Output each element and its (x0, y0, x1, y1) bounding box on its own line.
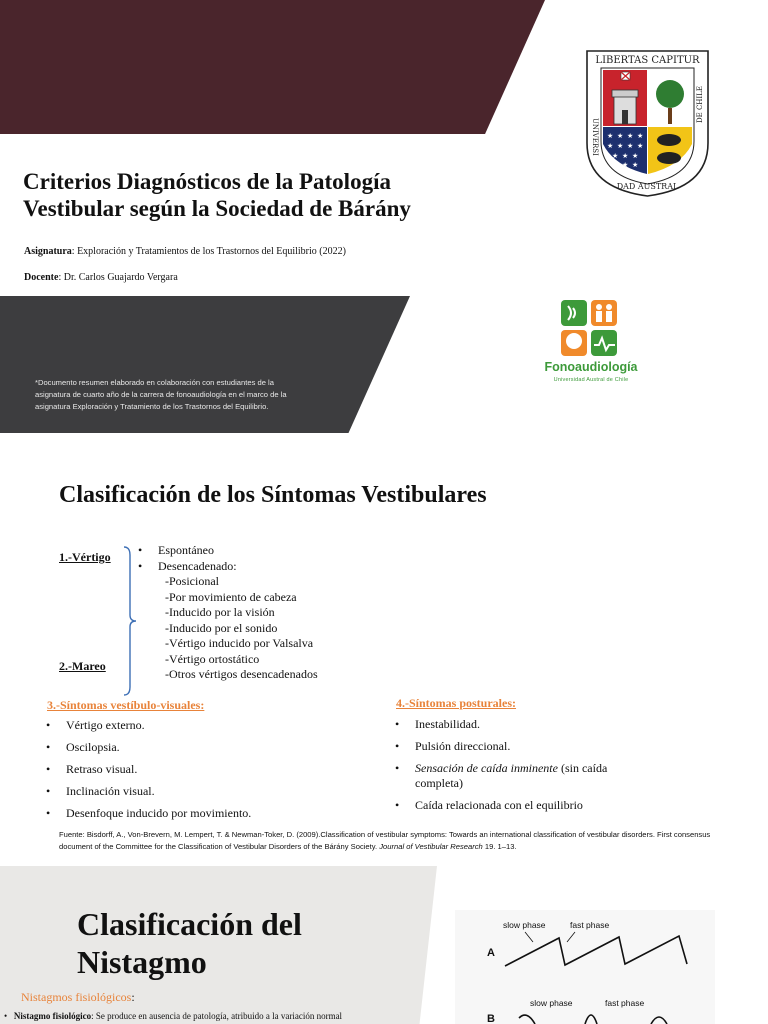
title-line2: Nistagmo (77, 944, 207, 980)
title-line1: Clasificación del (77, 906, 302, 942)
category-vertigo: 1.-Vértigo (59, 550, 111, 564)
citation-pages: 19. 1–13. (482, 842, 517, 851)
asignatura-label: Asignatura (24, 246, 72, 257)
figure-slow-phase-a: slow phase (503, 920, 546, 930)
university-crest-logo (584, 48, 711, 198)
grouping-brace (118, 545, 138, 697)
list-item: • Caída relacionada con el equilibrio (395, 798, 635, 813)
svg-text:DAD AUSTRAL: DAD AUSTRAL (616, 182, 679, 191)
crest-motto: LIBERTAS CAPITUR (595, 55, 700, 66)
section-title-sintomas: Clasificación de los Síntomas Vestibulares (59, 482, 487, 508)
asignatura-line (24, 246, 346, 257)
category-mareo: 2.-Mareo (59, 659, 106, 673)
collaboration-note (35, 377, 335, 413)
bullet-text: : Se produce en ausencia de patología, atribuido a la variación normal (91, 1011, 343, 1021)
svg-text:UNIVERSI: UNIVERSI (591, 118, 599, 156)
fono-logo-name: Fonoaudiología (544, 360, 638, 374)
note-line: asignatura Exploración y Tratamiento de los Trastornos del Equilibrio. (35, 402, 269, 411)
posturales-list (395, 717, 635, 820)
subtitle-fisiologicos (21, 990, 135, 1005)
category-vestibulo-visuales: 3.-Síntomas vestíbulo-visuales: (47, 698, 205, 712)
list-item: • Vértigo externo. (46, 718, 251, 733)
svg-text:★: ★ (632, 152, 639, 160)
list-subitem: -Inducido por la visión (165, 605, 275, 619)
list-item: • Desenfoque inducido por movimiento. (46, 806, 251, 821)
svg-text:★: ★ (622, 152, 629, 160)
svg-text:★: ★ (622, 161, 629, 169)
list-subitem: -Vértigo inducido por Valsalva (165, 636, 314, 650)
nistagmo-bullet: • Nistagmo fisiológico: Se produce en ausencia de patología, atribuido a la variación normal (4, 1011, 343, 1021)
list-item: • Pulsión direccional. (395, 739, 635, 754)
document-title-line2: Vestibular según la Sociedad de Bárány (23, 196, 411, 221)
source-citation (59, 829, 719, 853)
figure-fast-phase-b: fast phase (605, 998, 645, 1008)
italic-term: Sensación de caída inminente (415, 761, 558, 775)
vestibulo-visual-list (46, 718, 251, 828)
svg-text:★: ★ (637, 132, 644, 140)
docente-label: Docente (24, 272, 59, 283)
figure-fast-phase-a: fast phase (570, 920, 610, 930)
bullet-label: Nistagmo fisiológico (13, 1011, 92, 1021)
svg-text:★: ★ (617, 142, 624, 150)
figure-label-b: B (487, 1013, 495, 1024)
document-title (23, 168, 543, 222)
figure-label-a: A (487, 947, 495, 959)
list-subitem: -Vértigo ortostático (165, 651, 260, 666)
subtitle-colon: : (131, 990, 135, 1004)
svg-text:★: ★ (632, 161, 639, 169)
list-item: • Desencadenado: (138, 559, 318, 575)
list-subitem: -Otros vértigos desencadenados (165, 667, 318, 681)
fono-logo-subtitle: Universidad Austral de Chile (553, 377, 629, 383)
citation-journal: Journal of Vestibular Research (379, 842, 483, 851)
list-subitem: -Posicional (165, 574, 219, 588)
note-line: asignatura de cuarto año de la carrera de fonoaudiología en el marco de la (35, 390, 287, 399)
svg-text:★: ★ (627, 142, 634, 150)
list-item: • Inestabilidad. (395, 717, 635, 732)
svg-text:★: ★ (607, 142, 614, 150)
svg-text:★: ★ (607, 132, 614, 140)
asignatura-value: : Exploración y Tratamientos de los Trastornos del Equilibrio (2022) (71, 246, 346, 257)
vertigo-list (138, 543, 318, 683)
list-subitem: -Por movimiento de cabeza (165, 589, 297, 604)
list-item: • Inclinación visual. (46, 784, 251, 799)
docente-value: : Dr. Carlos Guajardo Vergara (58, 272, 178, 283)
item-rest: (sin caída completa) (415, 761, 608, 790)
header-band (0, 0, 545, 134)
subtitle-text: Nistagmos fisiológicos (21, 990, 132, 1004)
list-item: • Oscilopsia. (46, 740, 251, 755)
document-title-line1: Criterios Diagnósticos de la Patología (23, 169, 391, 194)
svg-text:DE CHILE: DE CHILE (696, 86, 704, 123)
list-subitem: -Inducido por el sonido (165, 620, 278, 635)
docente-line (24, 272, 178, 283)
svg-text:★: ★ (617, 132, 624, 140)
note-line: *Documento resumen elaborado en colaboración con estudiantes de la (35, 378, 274, 387)
category-posturales: 4.-Síntomas posturales: (396, 696, 517, 710)
svg-text:★: ★ (612, 152, 619, 160)
list-item (395, 761, 635, 791)
list-item: • Espontáneo (138, 543, 318, 559)
citation-text: Fuente: Bisdorff, A., Von-Brevern, M. Lempert, T. & Newman-Toker, D. (2009).Classification of vestibular symptoms: Towards an international classification of vestibular disorders. First consensus document of the Committee for the Classification of Vestibular Disorders of the Bárány Society. (59, 830, 711, 851)
list-item: • Retraso visual. (46, 762, 251, 777)
section-title-nistagmo (77, 905, 437, 981)
figure-slow-phase-b: slow phase (530, 998, 573, 1008)
svg-text:★: ★ (627, 132, 634, 140)
svg-text:★: ★ (637, 142, 644, 150)
nystagmus-figure (455, 910, 715, 1024)
